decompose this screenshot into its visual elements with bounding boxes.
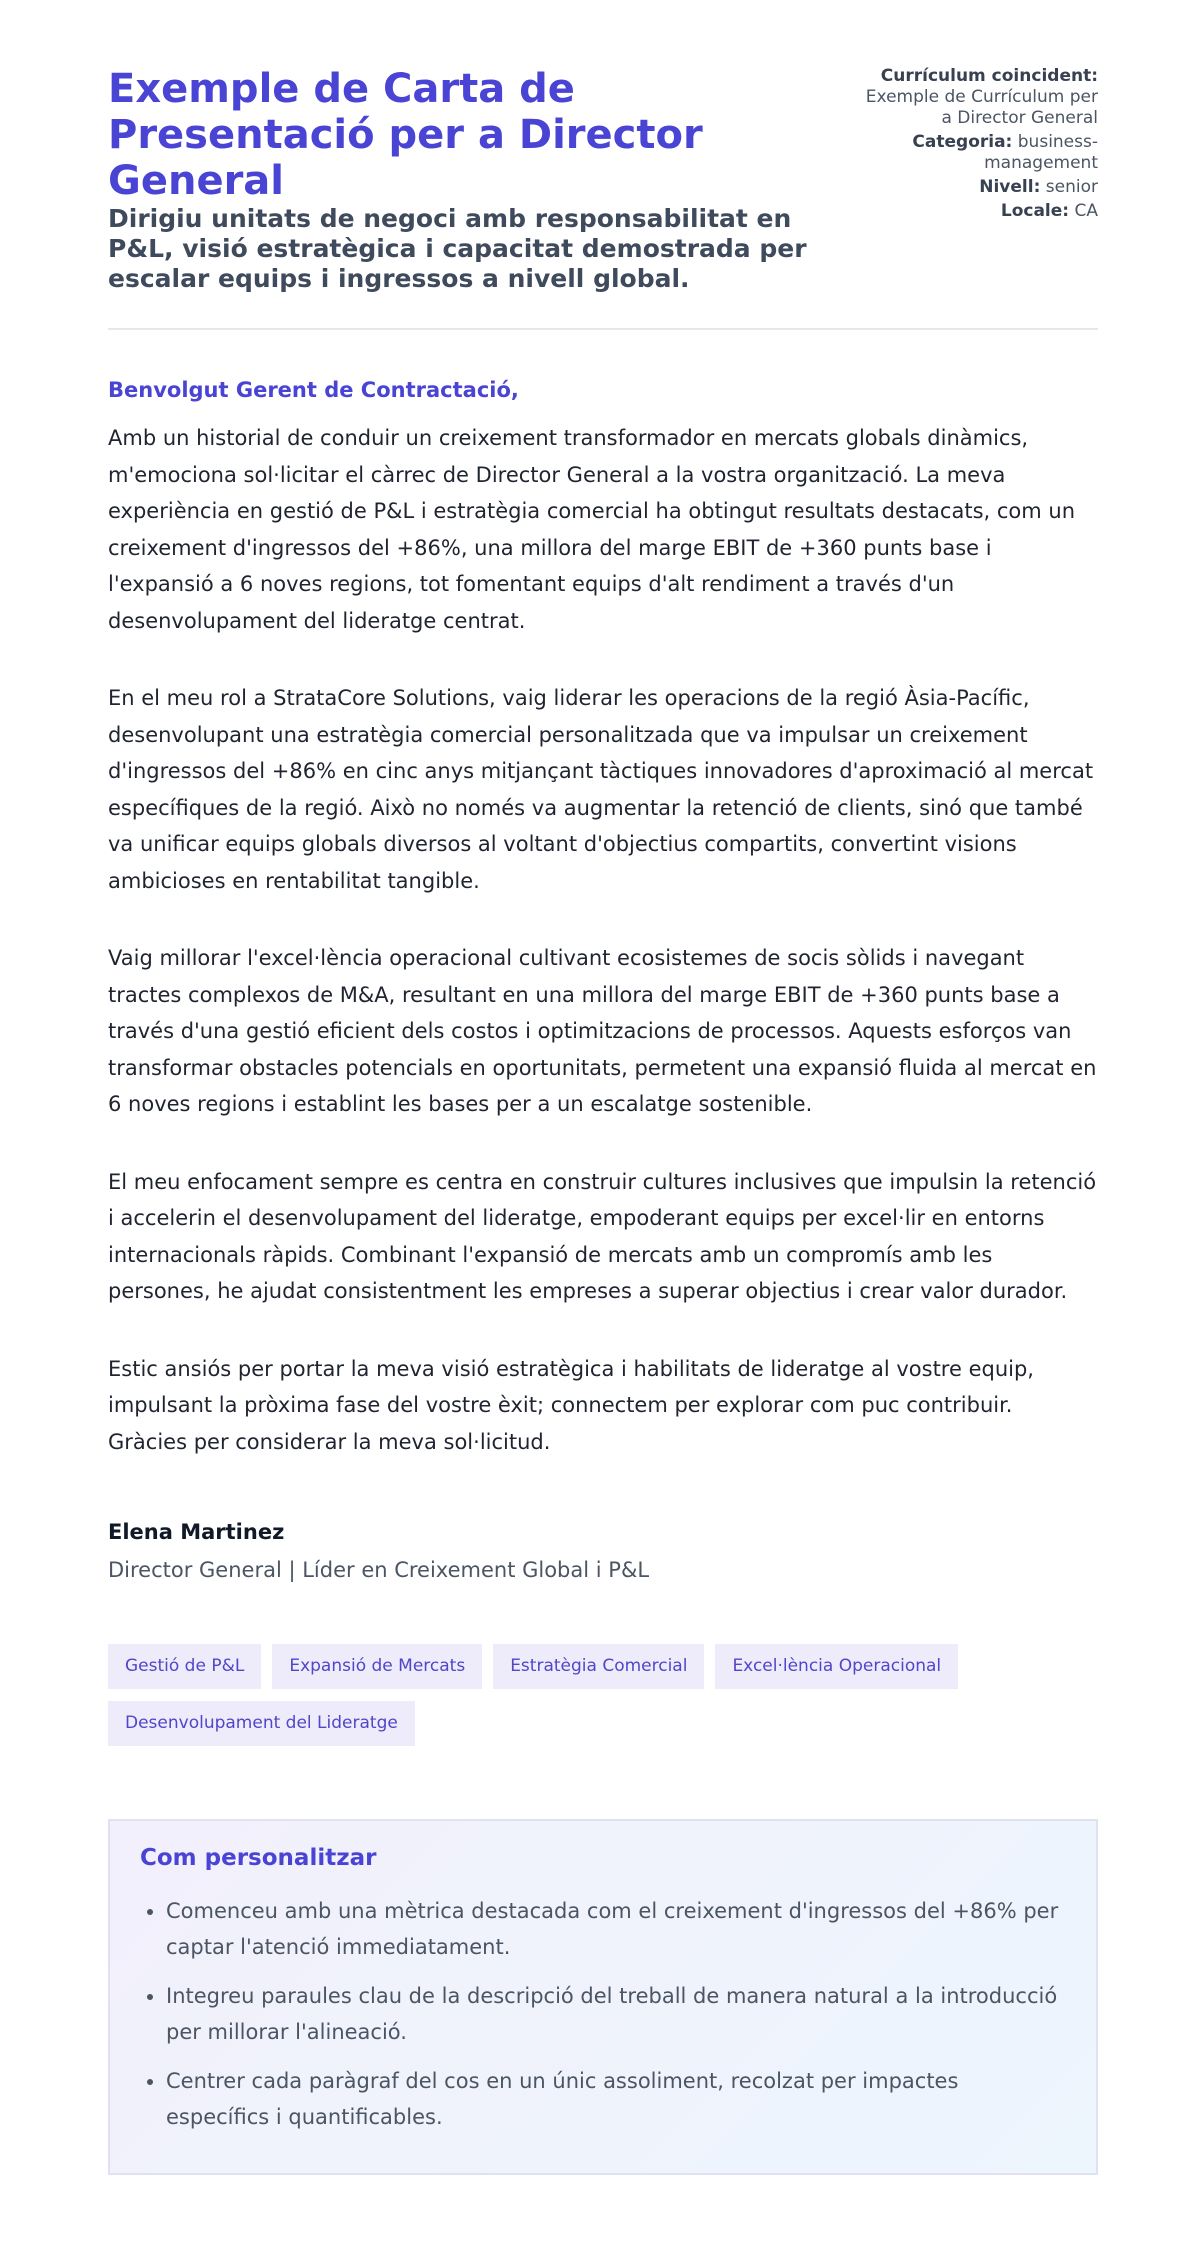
meta-locale-value: CA [1074, 201, 1098, 221]
cover-letter-page [108, 0, 1098, 2175]
letter-paragraph: Amb un historial de conduir un creixement transformador en mercats globals dinàmics, m'emociona sol·licitar el càrrec de Director General a la vostra organització. La meva experiència en gestió de P&L i estratègia comercial ha obtingut resultats destacats, com un creixement d'ingressos del +86%, una millora del marge EBIT de +360 punts base i l'expansió a 6 noves regions, tot fomentant equips d'alt rendiment a través d'un desenvolupament del lideratge centrat. [108, 426, 1076, 633]
header-titles [108, 66, 828, 294]
meta-locale [858, 201, 1098, 222]
skill-tag: Excel·lència Operacional [715, 1644, 958, 1689]
skill-tag: Gestió de P&L [108, 1644, 261, 1689]
letter-paragraph: En el meu rol a StrataCore Solutions, vaig liderar les operacions de la regió Àsia-Pacífic, desenvolupant una estratègia comercial personalitzada que va impulsar un creixement d'ingressos del +86% en cinc anys mitjançant tàctiques innovadores d'aproximació al mercat específiques de la regió. Això no només va augmentar la retenció de clients, sinó que també va unificar equips globals diversos al voltant d'objectius compartits, convertint visions ambicioses en rentabilitat tangible. [108, 686, 1094, 893]
meta-category-label: Categoria: [912, 132, 1013, 152]
letter-paragraph: Vaig millorar l'excel·lència operacional cultivant ecosistemes de socis sòlids i navegant tractes complexos de M&A, resultant en una millora del marge EBIT de +360 punts base a través d'una gestió eficient dels costos i optimitzacions de processos. Aquests esforços van transformar obstacles potencials en oportunitats, permetent una expansió fluida al mercat en 6 noves regions i establint les bases per a un escalatge sostenible. [108, 946, 1097, 1116]
tip-item: • Centrer cada paràgraf del cos en un únic assoliment, recolzat per impactes específics i quantificables. [166, 2063, 1066, 2135]
meta-level-label: Nivell: [979, 177, 1041, 197]
meta-category-value: business-management [984, 132, 1098, 173]
skill-tag: Estratègia Comercial [493, 1644, 704, 1689]
header-divider [108, 328, 1098, 330]
letter-paragraph: Estic ansiós per portar la meva visió estratègica i habilitats de lideratge al vostre equip, impulsant la pròxima fase del vostre èxit; connectem per explorar com puc contribuir. Gràcies per considerar la meva sol·licitud. [108, 1356, 1034, 1454]
meta-locale-label: Locale: [1000, 201, 1070, 221]
signature-title: Director General | Líder en Creixement Global i P&L [108, 1558, 650, 1582]
meta-resume [858, 66, 1098, 129]
tip-item: • Comenceu amb una mètrica destacada com el creixement d'ingressos del +86% per captar l'atenció immediatament. [166, 1893, 1066, 1965]
tips-list [140, 1893, 1066, 2135]
customization-tips-box [108, 1819, 1098, 2175]
letter-greeting: Benvolgut Gerent de Contractació, [108, 378, 519, 402]
signature-name: Elena Martinez [108, 1520, 285, 1544]
letter-body [108, 420, 1098, 1460]
page-subtitle: Dirigiu unitats de negoci amb responsabilitat en P&L, visió estratègica i capacitat demostrada per escalar equips i ingressos a nivell global. [108, 204, 807, 293]
letter-paragraph: El meu enfocament sempre es centra en construir cultures inclusives que impulsin la retenció i accelerin el desenvolupament del lideratge, empoderant equips per excel·lir en entorns internacionals ràpids. Combinant l'expansió de mercats amb un compromís amb les persones, he ajudat consistentment les empreses a superar objectius i crear valor durador. [108, 1169, 1097, 1303]
meta-level-value: senior [1045, 177, 1098, 197]
page-title: Exemple de Carta de Presentació per a Director General [108, 66, 703, 204]
skill-tag: Expansió de Mercats [272, 1644, 482, 1689]
meta-resume-label: Currículum coincident: [880, 66, 1098, 86]
skill-tags [108, 1644, 1008, 1746]
skill-tag: Desenvolupament del Lideratge [108, 1701, 415, 1746]
meta-panel [858, 66, 1098, 294]
tips-heading: Com personalitzar [140, 1845, 377, 1871]
meta-category [858, 132, 1098, 174]
meta-level [858, 177, 1098, 198]
tip-item: • Integreu paraules clau de la descripció del treball de manera natural a la introducció per millorar l'alineació. [166, 1978, 1066, 2050]
meta-resume-value[interactable]: Exemple de Currículum per a Director General [865, 87, 1098, 128]
page-header [108, 0, 1098, 294]
